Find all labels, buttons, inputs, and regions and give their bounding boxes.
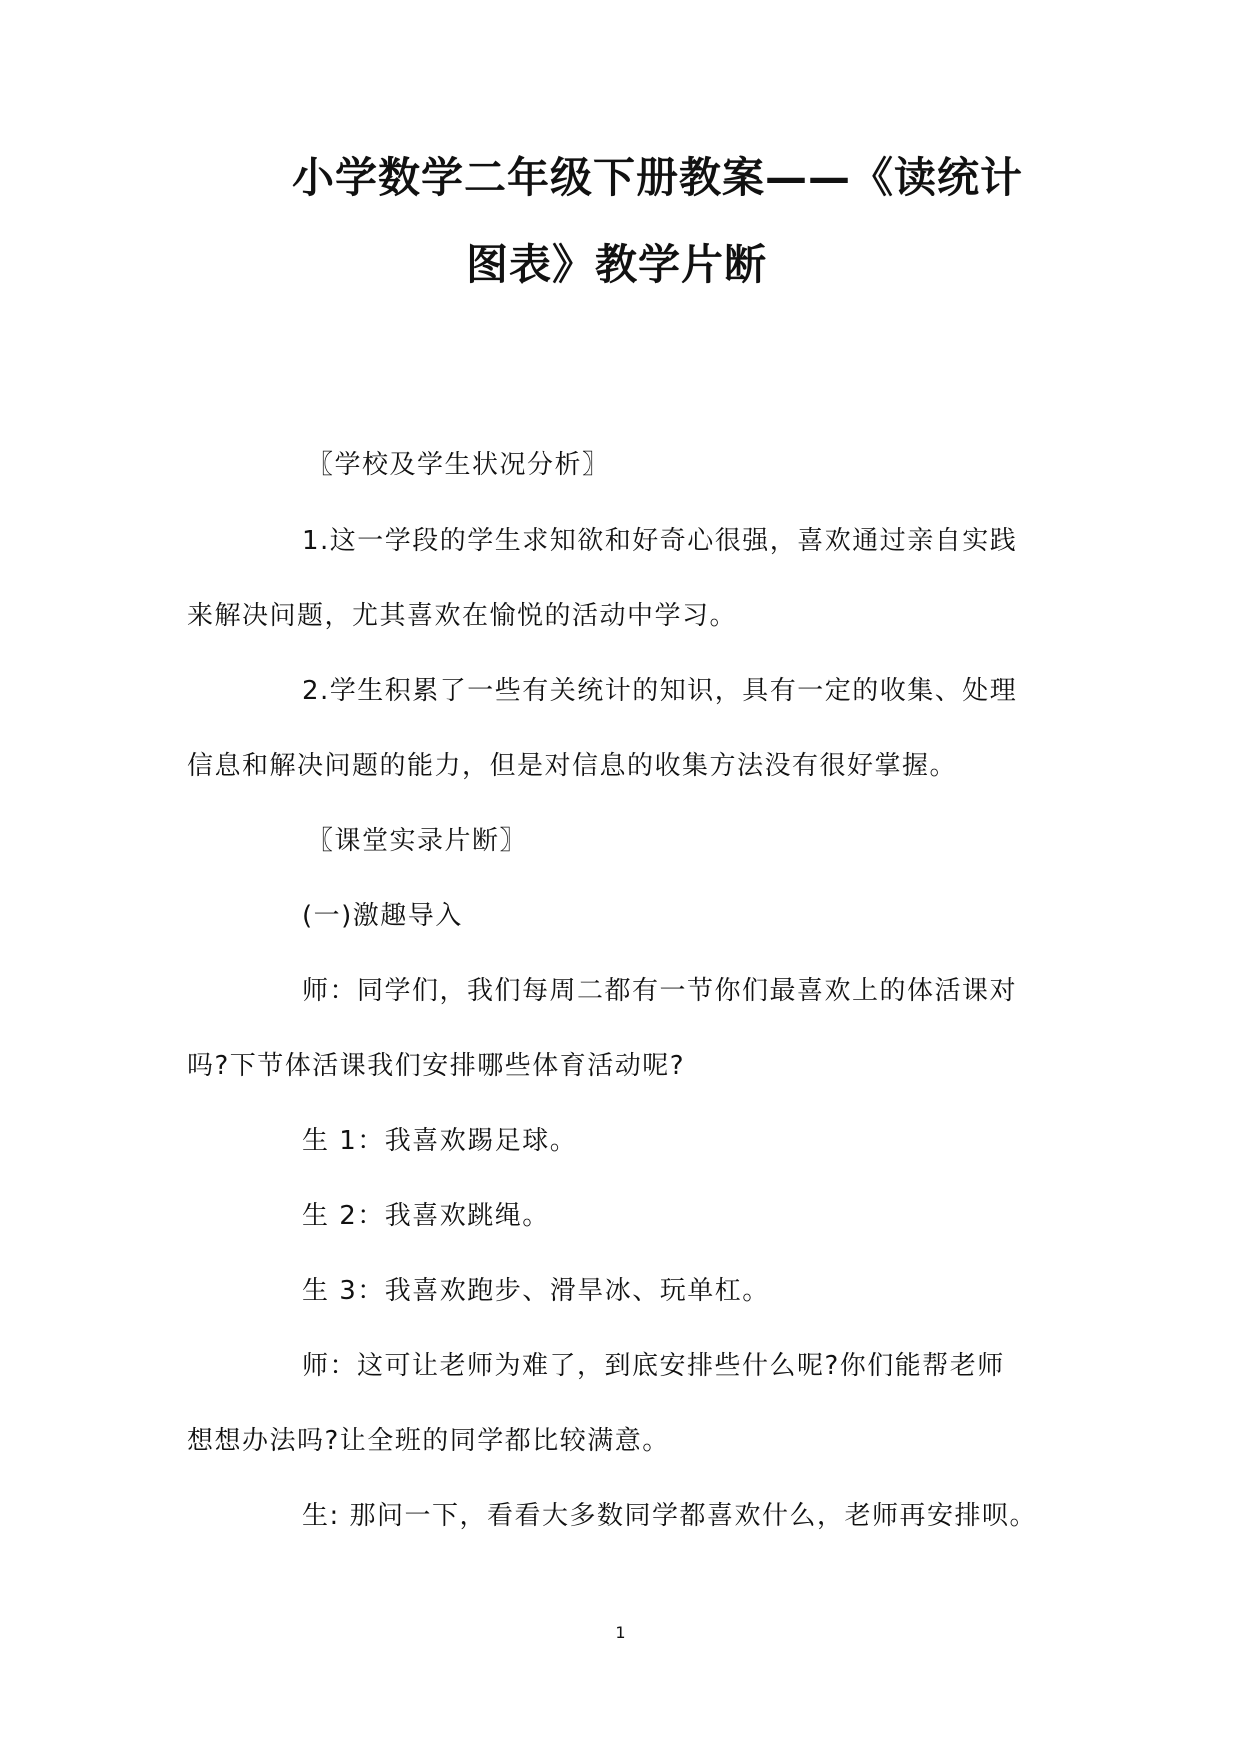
paragraph-line: 师：同学们，我们每周二都有一节你们最喜欢上的体活课对 bbox=[302, 976, 1018, 1006]
paragraph-line: 生 2：我喜欢跳绳。 bbox=[302, 1201, 550, 1231]
paragraph-line: 信息和解决问题的能力，但是对信息的收集方法没有很好掌握。 bbox=[187, 751, 958, 781]
document-title-line-2: 图表》教学片断 bbox=[466, 240, 768, 289]
section-heading-analysis: 〖学校及学生状况分析〗 bbox=[307, 450, 610, 480]
paragraph-line: 生 1：我喜欢踢足球。 bbox=[302, 1126, 578, 1156]
paragraph-line: 生: 那问一下，看看大多数同学都喜欢什么，老师再安排呗。 bbox=[302, 1501, 1038, 1531]
subsection-heading: (一)激趣导入 bbox=[302, 901, 463, 931]
paragraph-line: 师：这可让老师为难了，到底安排些什么呢?你们能帮老师 bbox=[302, 1351, 1005, 1381]
paragraph-line: 吗?下节体活课我们安排哪些体育活动呢? bbox=[187, 1051, 686, 1081]
paragraph-line: 来解决问题，尤其喜欢在愉悦的活动中学习。 bbox=[187, 601, 738, 631]
document-title-line-1: 小学数学二年级下册教案——《读统计 bbox=[292, 153, 1024, 202]
paragraph-line: 2.学生积累了一些有关统计的知识，具有一定的收集、处理 bbox=[302, 676, 1018, 706]
section-heading-classroom: 〖课堂实录片断〗 bbox=[307, 826, 528, 856]
paragraph-line: 1.这一学段的学生求知欲和好奇心很强，喜欢通过亲自实践 bbox=[302, 526, 1018, 556]
page-number: 1 bbox=[615, 1623, 626, 1642]
paragraph-line: 生 3：我喜欢跑步、滑旱冰、玩单杠。 bbox=[302, 1276, 770, 1306]
paragraph-line: 想想办法吗?让全班的同学都比较满意。 bbox=[187, 1426, 670, 1456]
